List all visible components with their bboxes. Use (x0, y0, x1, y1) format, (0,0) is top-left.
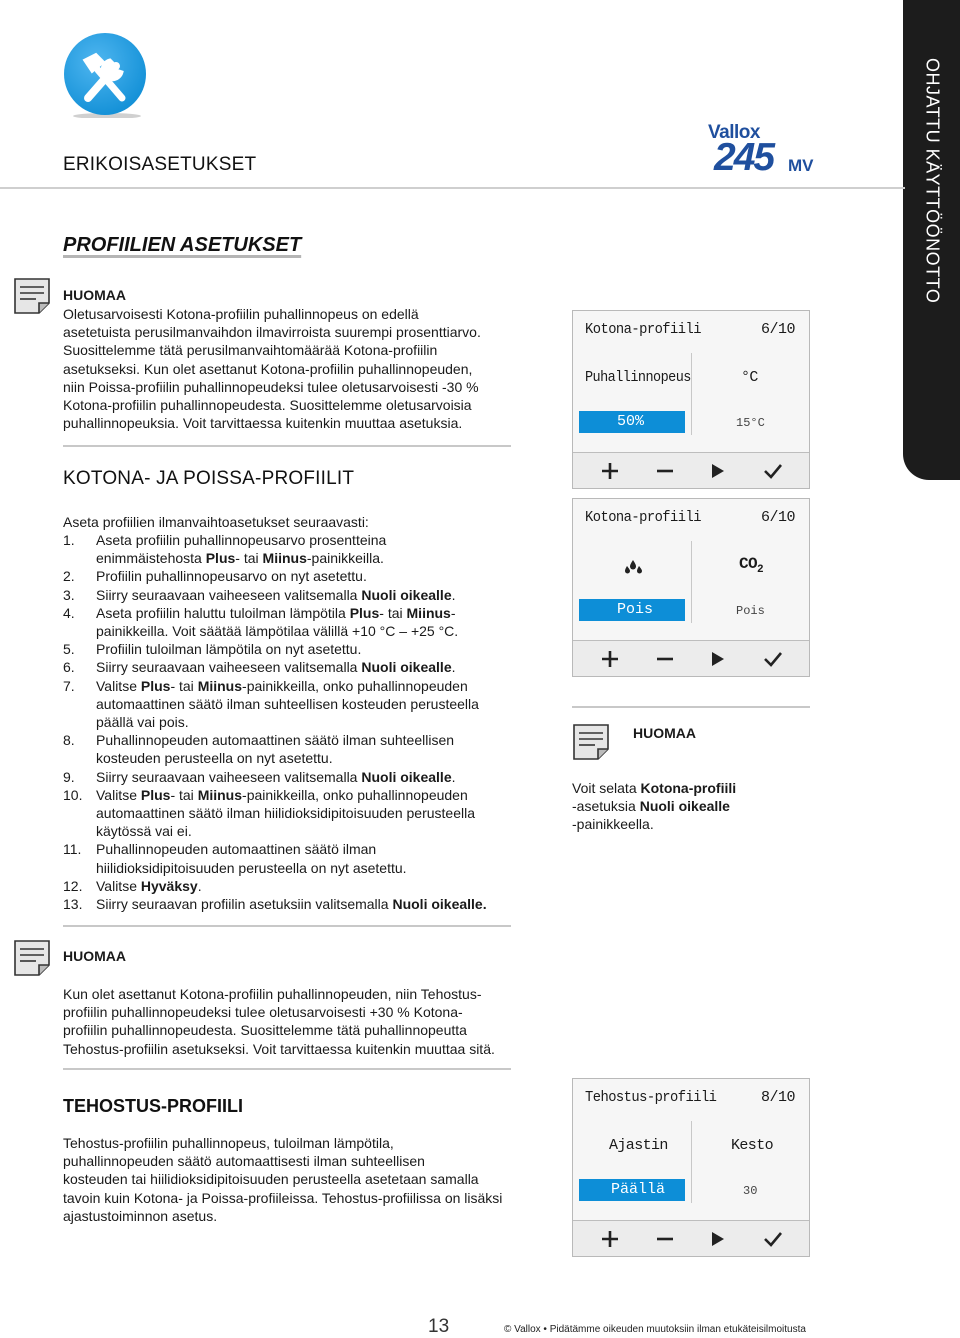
note-icon (14, 940, 50, 976)
text-line: asetetuista perusilmanvaihdon ilmavirroista suurempi prosenttiarvo. (63, 324, 481, 341)
step-number: 3. (63, 586, 75, 603)
plus-icon (601, 462, 619, 480)
arrow-right-button[interactable] (704, 453, 732, 489)
text-span: . (451, 659, 456, 676)
text-span: -asetuksia (572, 798, 640, 815)
bold-text: Nuoli oikealle (639, 798, 730, 815)
text-line (572, 815, 812, 833)
arrow-right-button[interactable] (704, 1221, 732, 1257)
panel-buttons (573, 452, 809, 488)
display-panel-tehostus (572, 1078, 810, 1257)
plus-icon (601, 1230, 619, 1248)
step-item (63, 895, 533, 913)
display-panel-kotona-humidity (572, 498, 810, 677)
panel-page: 8/10 (760, 1089, 795, 1106)
note2-label: HUOMAA (63, 948, 126, 964)
bold-text: Nuoli oikealle (361, 659, 452, 676)
panel-page: 6/10 (760, 321, 795, 338)
arrow-right-button[interactable] (704, 641, 732, 677)
note3-rule (572, 706, 810, 708)
tehostus-text (63, 1134, 533, 1225)
step-number: 12. (63, 877, 83, 894)
text-span: Siirry seuraavaan vaiheeseen valitsemalla (96, 768, 362, 785)
text-span: Siirry seuraavan profiilin asetuksiin valitsemalla (96, 896, 393, 913)
tools-icon (62, 32, 148, 118)
step-line (96, 604, 533, 622)
step-line (96, 695, 533, 713)
co2-label (739, 555, 764, 576)
bold-text: Plus (140, 786, 171, 803)
page-number: 13 (428, 1316, 450, 1337)
note1-label: HUOMAA (63, 287, 126, 303)
step-line (96, 768, 533, 786)
text-span: Aseta profiilin puhallinnopeusarvo prosentteina (96, 532, 387, 548)
text-span: automaattinen säätö ilman hiilidioksidipitoisuuden perusteella (96, 805, 476, 822)
co2-subscript: 2 (757, 564, 764, 576)
text-line: Kun olet asettanut Kotona-profiilin puhallinnopeuden, niin Tehostus- (63, 986, 482, 1002)
arrow-right-icon (711, 1231, 725, 1247)
steps-intro: Aseta profiilien ilmanvaihtoasetukset seuraavasti: (63, 514, 369, 530)
step-line (96, 895, 533, 913)
steps-list (63, 531, 533, 913)
text-span: Siirry seuraavaan vaiheeseen valitsemalla (96, 659, 362, 676)
panel-selected-value[interactable]: Päällä (579, 1179, 685, 1201)
humidity-icon (623, 559, 643, 580)
text-span: hiilidioksidipitoisuuden perusteella on nyt asetettu. (96, 859, 407, 876)
step-line (96, 567, 533, 585)
text-span: Profiilin puhallinnopeusarvo on nyt asetettu. (96, 568, 367, 585)
text-span: -painikkeilla. (306, 550, 384, 567)
plus-button[interactable] (596, 453, 624, 489)
step-item (63, 586, 533, 604)
panel-title: Kotona-profiili (585, 509, 701, 526)
tehostus-title: TEHOSTUS-PROFIILI (63, 1096, 243, 1116)
step-number: 6. (63, 659, 75, 676)
text-line: Tehostus-profiilin puhallinnopeus, tuloilman lämpötila, (63, 1135, 394, 1151)
step-item (63, 658, 533, 676)
text-span: Voit selata (572, 780, 641, 796)
text-span: . (451, 768, 456, 785)
text-line: Oletusarvoisesti Kotona-profiilin puhallinnopeus on edellä (63, 306, 419, 322)
step-item (63, 731, 533, 767)
text-span: Puhallinnopeuden automaattinen säätö ilman (96, 841, 377, 858)
text-span: Valitse (96, 877, 141, 894)
panel-divider (691, 541, 692, 623)
minus-icon (656, 650, 674, 668)
step-number: 11. (63, 841, 82, 858)
panel-selected-value[interactable]: Pois (579, 599, 685, 621)
step-number: 1. (63, 532, 75, 548)
step-line (96, 622, 533, 640)
text-line (572, 797, 812, 815)
text-span: - tai (235, 550, 263, 567)
step-number: 5. (63, 641, 75, 658)
logo-brand: Vallox (708, 122, 760, 143)
arrow-right-icon (711, 651, 725, 667)
text-line (572, 779, 812, 797)
panel-left-label: Puhallinnopeus (585, 369, 691, 386)
bold-text: Miinus (262, 550, 307, 567)
note2-text (63, 985, 533, 1058)
logo-model: 245 (714, 136, 774, 179)
display-panel-kotona-fan (572, 310, 810, 489)
bold-text: Miinus (197, 677, 243, 694)
panel-right-label: °C (741, 369, 758, 386)
minus-icon (656, 462, 674, 480)
accept-button[interactable] (759, 641, 787, 677)
text-span: - (450, 604, 456, 621)
text-span: päällä vai pois. (96, 714, 189, 731)
text-span: . (451, 586, 456, 603)
step-item (63, 604, 533, 640)
step-line (96, 749, 533, 767)
panel-title: Kotona-profiili (585, 321, 701, 338)
text-span: käytössä vai ei. (96, 823, 192, 840)
step-item (63, 640, 533, 658)
text-span: Siirry seuraavaan vaiheeseen valitsemalla (96, 586, 362, 603)
note-icon (14, 278, 50, 314)
bold-text: Miinus (197, 786, 243, 803)
step-line (96, 531, 533, 549)
text-span: -painikkeilla, onko puhallinnopeuden (242, 786, 468, 803)
text-line: niin Poissa-profiilin puhallinnopeudeksi tulee oletusarvoisesti -30 % (63, 378, 479, 395)
text-span: Aseta profiilin haluttu tuloilman lämpötila (96, 604, 350, 621)
minus-button[interactable] (651, 453, 679, 489)
panel-header (573, 1079, 809, 1113)
step-line (96, 713, 533, 731)
step-number: 2. (63, 568, 75, 585)
panel-right-value: 15°C (736, 416, 765, 430)
steps-rule (63, 925, 511, 927)
step-line (96, 859, 533, 877)
text-line: ajastustoiminnon asetus. (63, 1207, 218, 1224)
step-number: 13. (63, 896, 83, 913)
panel-header (573, 311, 809, 345)
accept-button[interactable] (759, 453, 787, 489)
co2-text: CO (739, 555, 758, 573)
text-span: Valitse (96, 677, 141, 694)
accept-button[interactable] (759, 1221, 787, 1257)
side-tab (903, 0, 960, 480)
panel-right-label: Kesto (731, 1137, 774, 1154)
panel-divider (691, 353, 692, 435)
section-title: ERIKOISASETUKSET (63, 154, 257, 175)
bold-text: Nuoli oikealle (361, 768, 452, 785)
bold-text: Hyväksy (140, 877, 198, 894)
step-line (96, 804, 533, 822)
subsection-title: PROFIILIEN ASETUKSET (63, 234, 302, 256)
bold-text: Plus (205, 550, 236, 567)
step-item (63, 786, 533, 841)
text-span: - tai (379, 604, 407, 621)
step-number: 7. (63, 677, 75, 694)
step-line (96, 677, 533, 695)
panel-header (573, 499, 809, 533)
step-number: 9. (63, 768, 75, 785)
note2-rule (63, 1068, 511, 1070)
bold-text: Nuoli oikealle (361, 586, 452, 603)
text-line: puhallinnopeuden säätö automaattisesti ilman suhteellisen (63, 1153, 425, 1170)
minus-icon (656, 1230, 674, 1248)
step-number: 8. (63, 732, 75, 749)
footer-copyright: © Vallox • Pidätämme oikeuden muutoksiin ilman etukäteisilmoitusta (504, 1324, 806, 1335)
note-icon (573, 724, 609, 760)
step-item (63, 531, 533, 567)
text-line: profiilin puhallinnopeudeksi tulee oletusarvoisesti +30 % Kotona- (63, 1004, 463, 1021)
text-span: kosteuden perusteella on nyt asetettu. (96, 750, 333, 767)
step-line (96, 822, 533, 840)
step-item (63, 840, 533, 876)
text-line: Kotona-profiilin puhallinnopeudesta. Suosittelemme oletusarvoisia (63, 397, 472, 414)
text-span: -painikkeella. (572, 816, 654, 833)
text-line: tavoin kuin Kotona- ja Poissa-profiileissa. Tehostus-profiilissa on lisäksi (63, 1189, 503, 1206)
plus-button[interactable] (596, 1221, 624, 1257)
text-line: kosteuden tai hiilidioksidipitoisuuden perusteella asetetaan samalla (63, 1171, 479, 1188)
step-line (96, 658, 533, 676)
plus-icon (601, 650, 619, 668)
step-line (96, 640, 533, 658)
text-line: Tehostus-profiilin asetukseksi. Voit tarvittaessa kuitenkin muuttaa sitä. (63, 1040, 495, 1057)
step-number: 4. (63, 604, 75, 621)
note3-text (572, 779, 812, 834)
panel-divider (691, 1121, 692, 1203)
step-item (63, 768, 533, 786)
text-span: Profiilin tuloilman lämpötila on nyt asetettu. (96, 641, 362, 658)
text-line: puhallinnopeuksia. Voit tarvittaessa kuitenkin muuttaa asetuksia. (63, 415, 463, 432)
text-span: - tai (170, 786, 198, 803)
step-item (63, 677, 533, 732)
panel-title: Tehostus-profiili (585, 1089, 717, 1106)
minus-button[interactable] (651, 641, 679, 677)
vallox-logo (708, 122, 818, 182)
text-span: - tai (170, 677, 198, 694)
panel-left-label: Ajastin (609, 1137, 668, 1154)
text-span: painikkeilla. Voit säätää lämpötilaa välillä +10 °C – +25 °C. (96, 623, 459, 640)
bold-text: Miinus (406, 604, 451, 621)
minus-button[interactable] (651, 1221, 679, 1257)
bold-text: Kotona-profiili (640, 780, 737, 796)
step-line (96, 786, 533, 804)
side-tab-label: OHJATTU KÄYTTÖÖNOTTO (922, 58, 942, 304)
step-line (96, 586, 533, 604)
panel-right-value: Pois (736, 604, 765, 618)
kotona-title: KOTONA- JA POISSA-PROFIILIT (63, 468, 355, 489)
step-line (96, 731, 533, 749)
text-line: asetukseksi. Kun olet asettanut Kotona-profiilin puhallinnopeuden, (63, 360, 473, 377)
text-span: Valitse (96, 786, 141, 803)
note1-rule (63, 445, 511, 447)
panel-buttons (573, 1220, 809, 1256)
logo-suffix: MV (788, 156, 814, 175)
text-line: profiilin puhallinnopeudesta. Suosittelemme tätä puhallinnopeutta (63, 1022, 467, 1039)
step-item (63, 877, 533, 895)
step-line (96, 549, 533, 567)
bold-text: Plus (140, 677, 171, 694)
panel-selected-value[interactable]: 50% (579, 411, 685, 433)
step-number: 10. (63, 786, 83, 803)
section-rule (0, 187, 905, 189)
panel-right-value: 30 (743, 1184, 758, 1198)
bold-text: Nuoli oikealle. (392, 896, 487, 913)
text-span: . (197, 877, 202, 894)
step-line (96, 840, 533, 858)
text-span: -painikkeilla, onko puhallinnopeuden (242, 677, 468, 694)
checkmark-icon (763, 651, 783, 667)
panel-buttons (573, 640, 809, 676)
step-line (96, 877, 533, 895)
text-span: automaattinen säätö ilman suhteellisen kosteuden perusteella (96, 695, 479, 712)
text-span: Puhallinnopeuden automaattinen säätö ilman suhteellisen (96, 732, 455, 749)
note3-label: HUOMAA (633, 725, 696, 741)
arrow-right-icon (711, 463, 725, 479)
text-line: Suosittelemme tätä perusilmanvaihtomäärää Kotona-profiilin (63, 342, 438, 359)
note1-text (63, 305, 523, 432)
text-span: enimmäistehosta (96, 550, 206, 567)
checkmark-icon (763, 1231, 783, 1247)
panel-page: 6/10 (760, 509, 795, 526)
checkmark-icon (763, 463, 783, 479)
plus-button[interactable] (596, 641, 624, 677)
step-item (63, 567, 533, 585)
bold-text: Plus (349, 604, 380, 621)
